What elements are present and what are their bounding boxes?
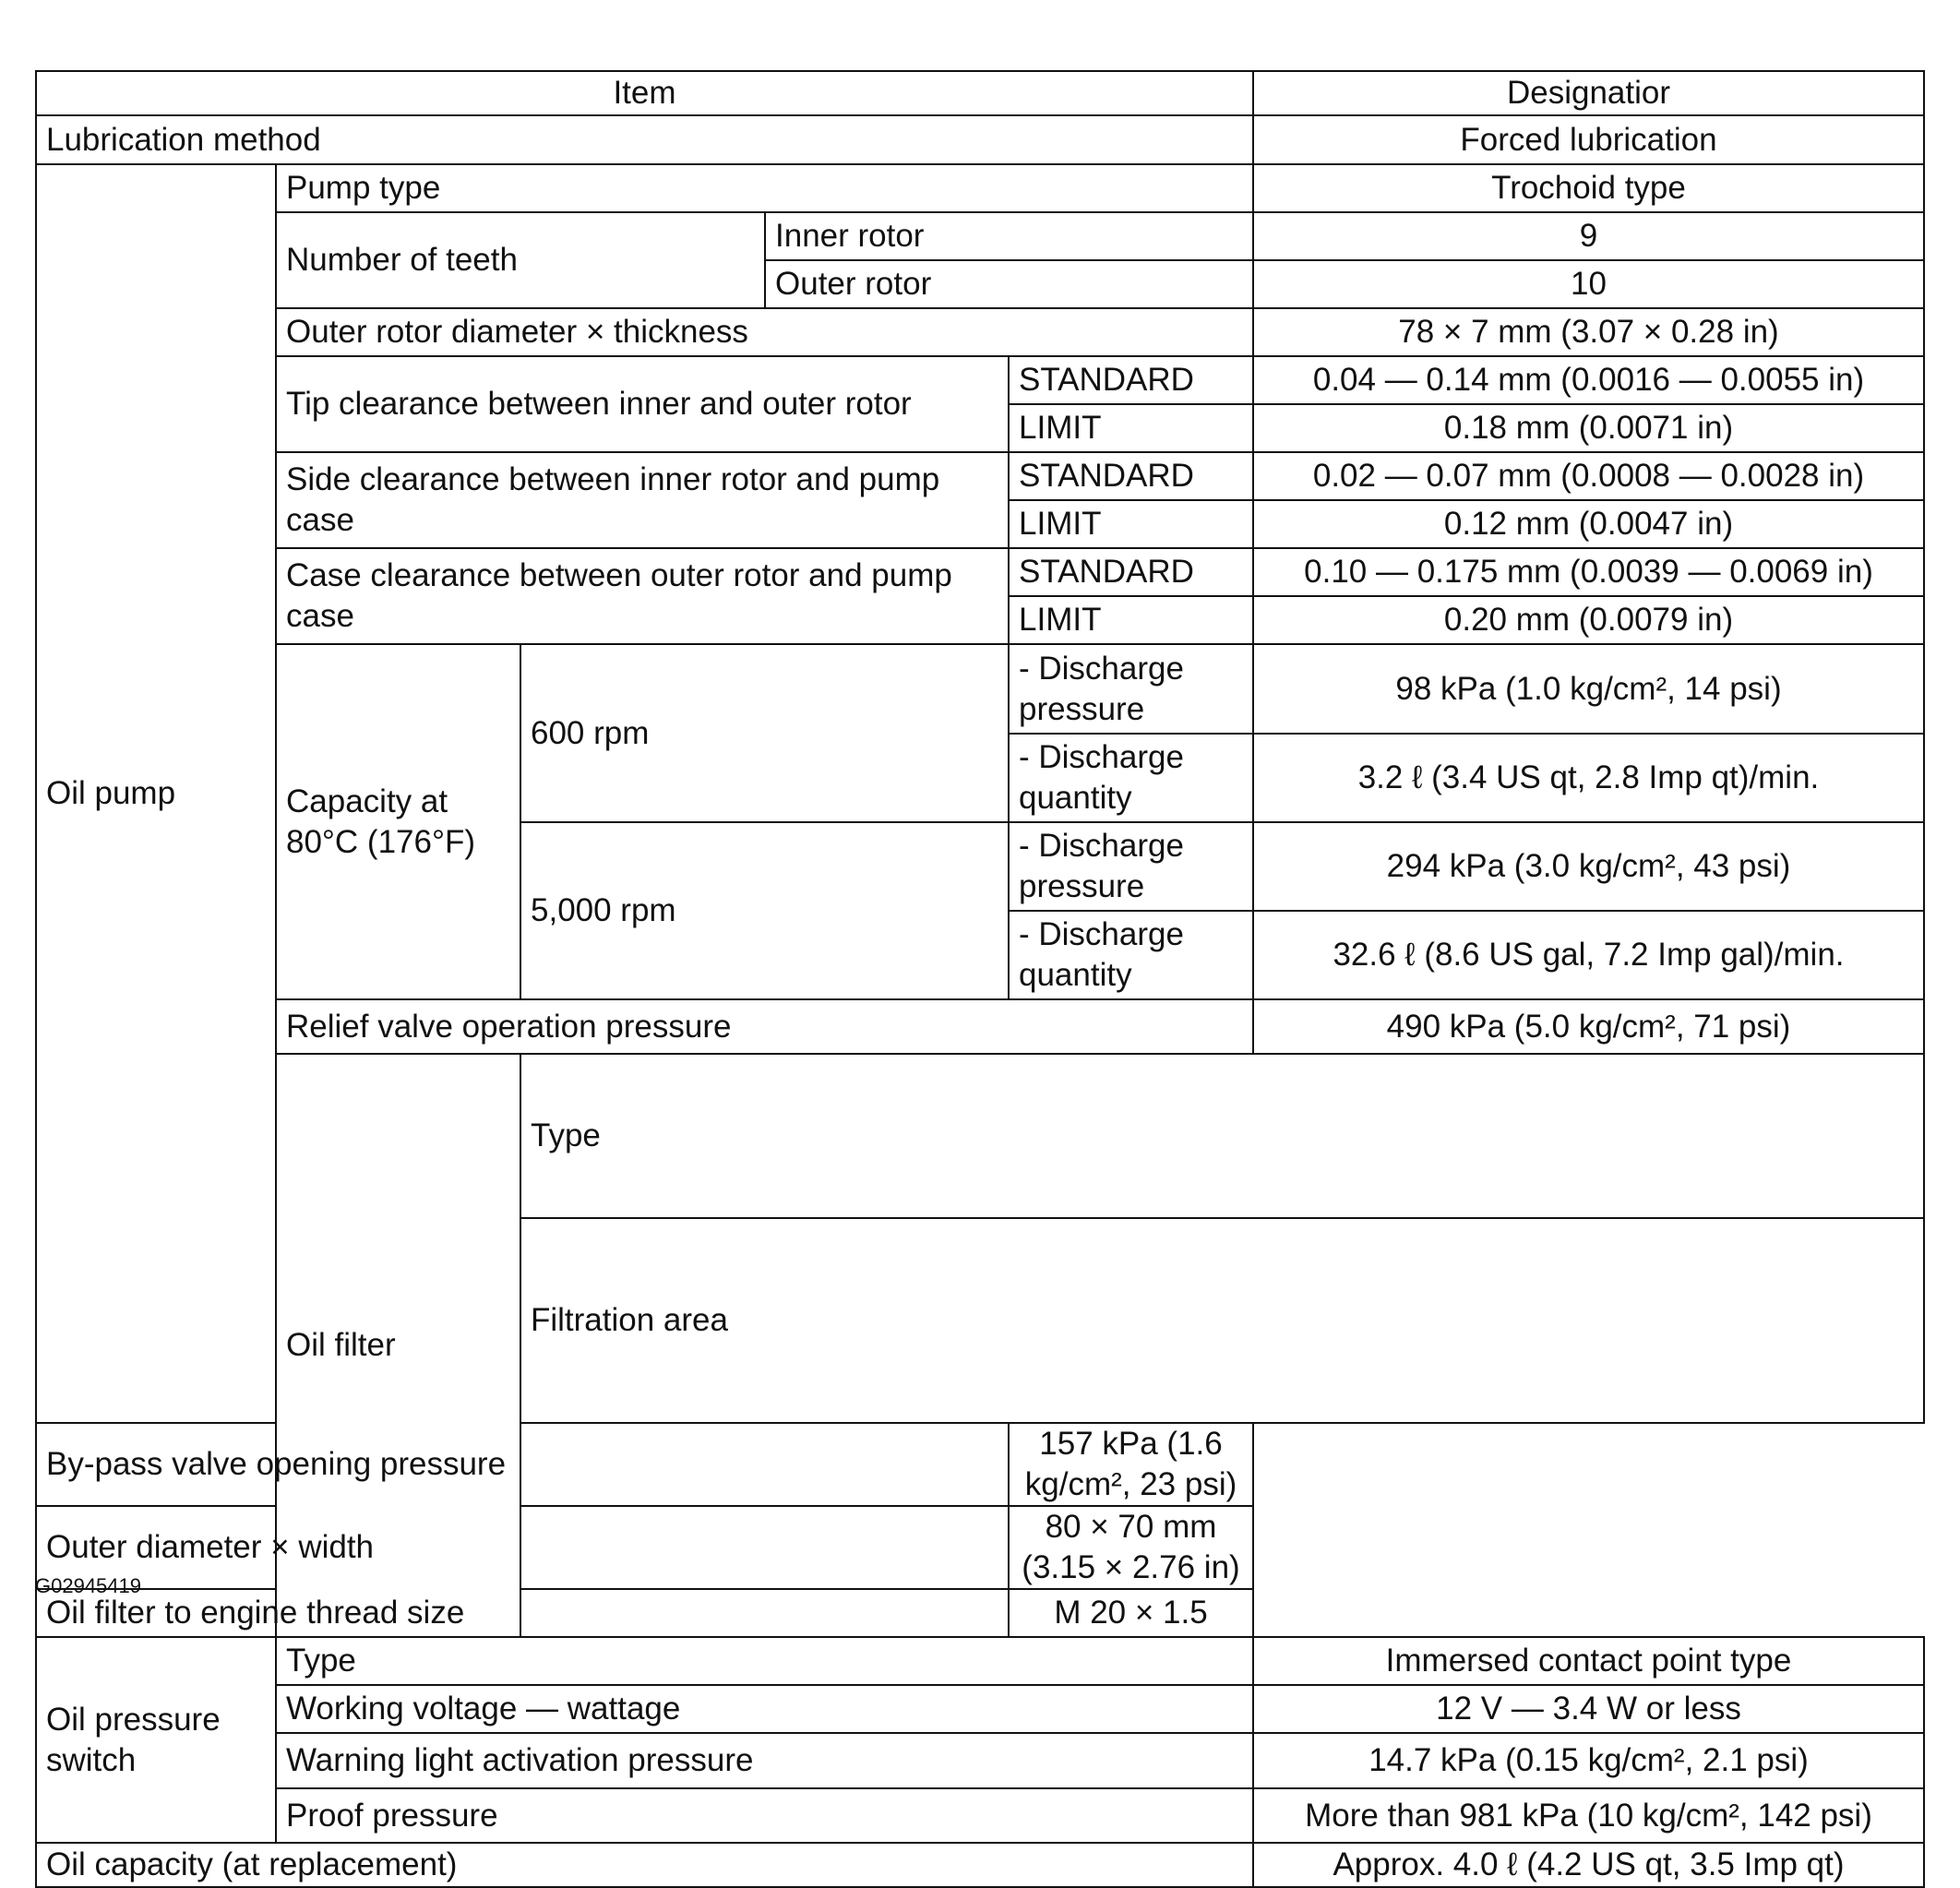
warning-light-row (36, 1733, 1924, 1788)
rpm-5000-label: 5,000 rpm (520, 822, 1009, 999)
inner-rotor-row (36, 212, 1924, 260)
rpm-600-pressure-value: 98 kPa (1.0 kg/cm², 14 psi) (1253, 644, 1924, 734)
rpm-600-quantity-value: 3.2 ℓ (3.4 US qt, 2.8 Imp qt)/min. (1253, 734, 1924, 822)
tip-clearance-standard-row (36, 356, 1924, 404)
side-clearance-standard-row (36, 452, 1924, 500)
side-clearance-label: Side clearance between inner rotor and pump case (276, 452, 1009, 548)
rpm-5000-quantity-value: 32.6 ℓ (8.6 US gal, 7.2 Imp gal)/min. (1253, 911, 1924, 999)
proof-pressure-value: More than 981 kPa (10 kg/cm², 142 psi) (1253, 1788, 1924, 1843)
pump-type-value: Trochoid type (1253, 164, 1924, 212)
oil-pump-label: Oil pump (36, 164, 276, 1423)
relief-valve-value: 490 kPa (5.0 kg/cm², 71 psi) (1253, 999, 1924, 1054)
bypass-row (36, 1423, 1924, 1506)
outer-rotor-diameter-label: Outer rotor diameter × thickness (276, 308, 1253, 356)
inner-rotor-value: 9 (1253, 212, 1924, 260)
tip-standard-label: STANDARD (1009, 356, 1253, 404)
item-header: Item (36, 71, 1253, 115)
pump-type-row (36, 164, 1924, 212)
bypass-value: 157 kPa (1.6 kg/cm², 23 psi) (1009, 1423, 1253, 1506)
case-clearance-standard-row (36, 548, 1924, 596)
switch-type-value: Immersed contact point type (1253, 1637, 1924, 1685)
bypass-label: By-pass valve opening pressure (36, 1423, 1009, 1506)
side-limit-label: LIMIT (1009, 500, 1253, 548)
oil-capacity-value: Approx. 4.0 ℓ (4.2 US qt, 3.5 Imp qt) (1253, 1843, 1924, 1887)
proof-pressure-row (36, 1788, 1924, 1843)
oil-capacity-row (36, 1843, 1924, 1887)
relief-valve-row (36, 999, 1924, 1054)
case-limit-label: LIMIT (1009, 596, 1253, 644)
designation-header: Designatior (1253, 71, 1924, 115)
rpm-5000-pressure-label: - Discharge pressure (1009, 822, 1253, 911)
tip-limit-value: 0.18 mm (0.0071 in) (1253, 404, 1924, 452)
filter-type-label: Type (520, 1054, 1924, 1218)
rpm-5000-quantity-label: - Discharge quantity (1009, 911, 1253, 999)
oil-capacity-label: Oil capacity (at replacement) (36, 1843, 1253, 1887)
teeth-label: Number of teeth (276, 212, 765, 308)
outer-rotor-value: 10 (1253, 260, 1924, 308)
rpm-600-quantity-label: - Discharge quantity (1009, 734, 1253, 822)
filtration-area-label: Filtration area (520, 1218, 1924, 1423)
case-standard-label: STANDARD (1009, 548, 1253, 596)
tip-standard-value: 0.04 — 0.14 mm (0.0016 — 0.0055 in) (1253, 356, 1924, 404)
thread-size-row (36, 1589, 1924, 1637)
case-standard-value: 0.10 — 0.175 mm (0.0039 — 0.0069 in) (1253, 548, 1924, 596)
relief-valve-label: Relief valve operation pressure (276, 999, 1253, 1054)
proof-pressure-label: Proof pressure (276, 1788, 1253, 1843)
thread-size-value: M 20 × 1.5 (1009, 1589, 1253, 1637)
outer-rotor-diameter-value: 78 × 7 mm (3.07 × 0.28 in) (1253, 308, 1924, 356)
working-voltage-row (36, 1685, 1924, 1733)
rpm-600-pressure-label: - Discharge pressure (1009, 644, 1253, 734)
lubrication-row (36, 115, 1924, 164)
working-voltage-value: 12 V — 3.4 W or less (1253, 1685, 1924, 1733)
outer-rotor-diameter-row (36, 308, 1924, 356)
tip-limit-label: LIMIT (1009, 404, 1253, 452)
oil-spec-table (35, 70, 1925, 1888)
figure-reference: G02945419 (35, 1574, 141, 1597)
rpm-600-label: 600 rpm (520, 644, 1009, 822)
thread-size-label: Oil filter to engine thread size (36, 1589, 1009, 1637)
capacity-600-pressure-row (36, 644, 1924, 734)
inner-rotor-label: Inner rotor (765, 212, 1253, 260)
filter-outer-diameter-label: Outer diameter × width (36, 1506, 1009, 1589)
side-limit-value: 0.12 mm (0.0047 in) (1253, 500, 1924, 548)
filter-outer-diameter-value: 80 × 70 mm (3.15 × 2.76 in) (1009, 1506, 1253, 1589)
outer-rotor-label: Outer rotor (765, 260, 1253, 308)
warning-light-value: 14.7 kPa (0.15 kg/cm², 2.1 psi) (1253, 1733, 1924, 1788)
side-standard-value: 0.02 — 0.07 mm (0.0008 — 0.0028 in) (1253, 452, 1924, 500)
filter-outer-diameter-row (36, 1506, 1924, 1589)
case-limit-value: 0.20 mm (0.0079 in) (1253, 596, 1924, 644)
warning-light-label: Warning light activation pressure (276, 1733, 1253, 1788)
working-voltage-label: Working voltage — wattage (276, 1685, 1253, 1733)
tip-clearance-label: Tip clearance between inner and outer rotor (276, 356, 1009, 452)
oil-pressure-switch-label: Oil pressure switch (36, 1637, 276, 1843)
side-standard-label: STANDARD (1009, 452, 1253, 500)
switch-type-label: Type (276, 1637, 1253, 1685)
lubrication-label: Lubrication method (36, 115, 1253, 164)
capacity-label: Capacity at 80°C (176°F) (276, 644, 520, 999)
filter-type-row (36, 1054, 1924, 1218)
oil-filter-label: Oil filter (276, 1054, 520, 1637)
pump-type-label: Pump type (276, 164, 1253, 212)
lubrication-value: Forced lubrication (1253, 115, 1924, 164)
header-row (36, 71, 1924, 115)
case-clearance-label: Case clearance between outer rotor and pump case (276, 548, 1009, 644)
switch-type-row (36, 1637, 1924, 1685)
rpm-5000-pressure-value: 294 kPa (3.0 kg/cm², 43 psi) (1253, 822, 1924, 911)
